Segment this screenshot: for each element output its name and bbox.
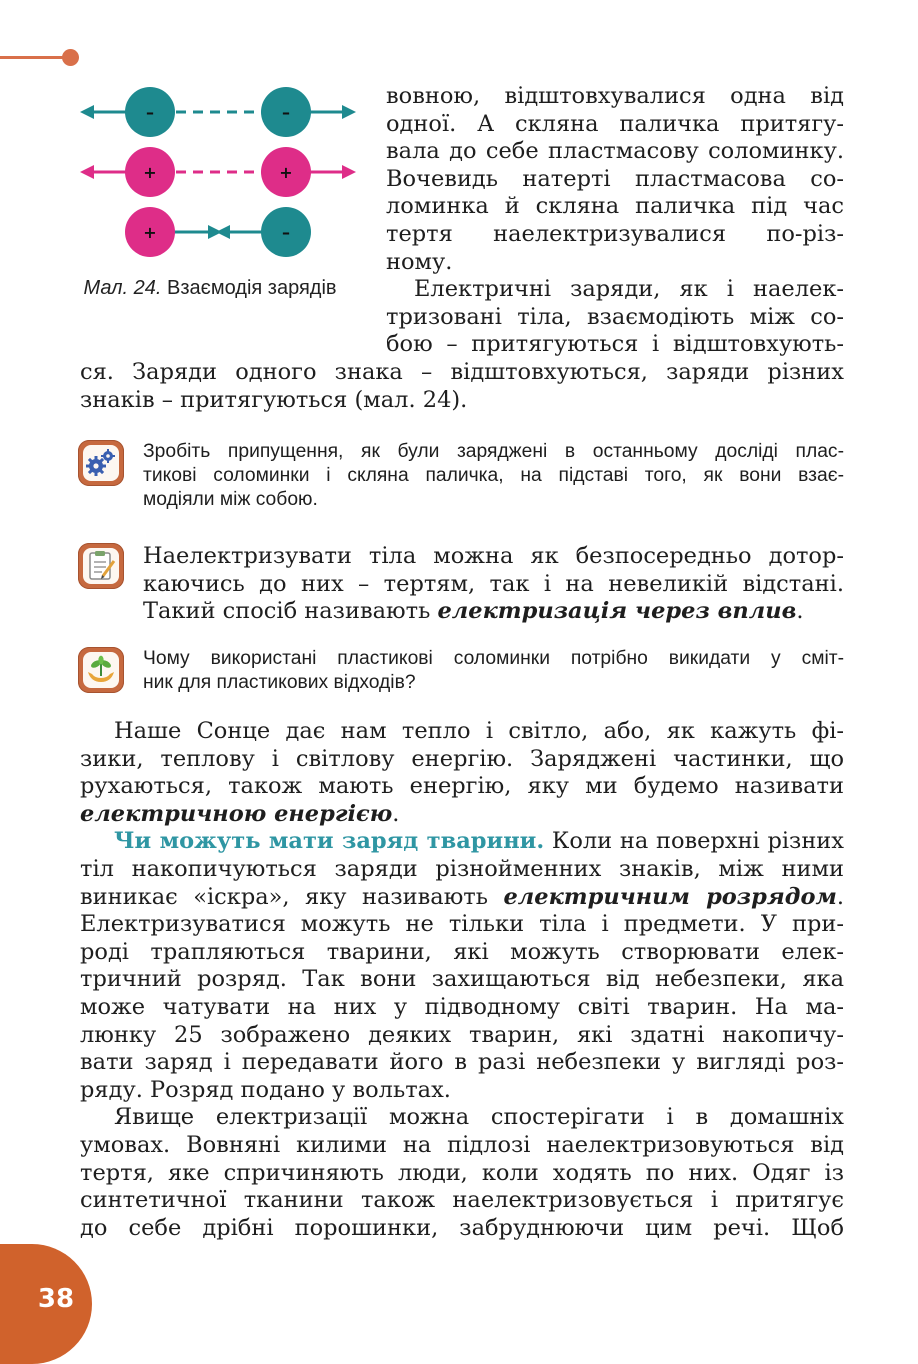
text-line: тричний розряд. Так вони захищаються від небезпеки, яка (80, 966, 844, 993)
text-line: зики, теплову і світлову енергію. Заряджені частинки, що (80, 745, 844, 772)
text-line: бою – притягуються і відштовхують- (386, 331, 844, 358)
text-line: рухаються, також мають енергію, яку ми будемо називати (80, 773, 844, 800)
text-line: вати заряд і передавати його в разі небезпеки у вигляді роз- (80, 1049, 844, 1076)
text-line: тертя, яке спричиняють люди, коли ходять по них. Одяг із (80, 1159, 844, 1186)
arrow-right-icon (342, 165, 356, 179)
period: . (796, 598, 804, 625)
section-heading-animals: Чи можуть мати заряд тварини. (114, 828, 545, 855)
term-electric-energy: електричною енергією (80, 800, 393, 827)
text-line: Вочевидь натерті пластмасова со- (386, 165, 844, 192)
text-line: Електризуватися можуть не тільки тіла і предмети. У при- (80, 911, 844, 938)
text-line (114, 828, 844, 856)
page-number: 38 (37, 1284, 75, 1314)
task-line: тикові соломинки і скляна паличка, на підставі того, як вони взає- (143, 465, 844, 486)
row-attract (125, 207, 311, 257)
text-line: може чатувати на них у підводному світі тварин. На ма- (80, 994, 844, 1020)
arrow-left-icon (216, 225, 230, 239)
remember-plain: Такий спосіб називають (143, 598, 438, 625)
text-line: знаків – притягуються (мал. 24). (80, 386, 468, 413)
header-rule-dot (62, 49, 79, 66)
text-line: умовах. Вовняні килими на підлозі наелектризовуються від (80, 1132, 844, 1158)
period: . (392, 800, 400, 827)
text-line: тіл накопичуються заряди різнойменних знаків, між ними (80, 856, 844, 882)
charge-sign: + (143, 163, 157, 182)
figure-24 (76, 84, 368, 320)
remember-line: каючись до них – тертям, так і на невеликій відстані. (143, 570, 844, 597)
text-line (80, 801, 844, 829)
gears-icon (78, 440, 124, 486)
text-line: ся. Заряди одного знака – відштовхуються, заряди різних (80, 359, 844, 385)
text-line: люнку 25 зображено деяких тварин, які здатні накопичу- (80, 1021, 844, 1048)
figure-caption (76, 276, 344, 301)
charge-sign: – (282, 103, 290, 122)
text-run: Коли на поверхні різних (544, 828, 844, 855)
text-line: одної. А скляна паличка притягу- (386, 110, 844, 137)
text-line: Явище електризації можна спостерігати і в домашніх (114, 1104, 844, 1131)
plant-hands-icon (78, 647, 124, 693)
charge-sign: – (282, 223, 290, 242)
charges-diagram (76, 84, 368, 274)
text-line: ряду. Розряд подано у вольтах. (80, 1076, 451, 1103)
text-line: тризовані тіла, взаємодіють між со- (386, 303, 844, 330)
row-repel-positive (80, 147, 356, 197)
figure-caption-label: Мал. 24. (83, 277, 162, 299)
text-line: синтетичної тканини також наелектризовується і притягує (80, 1187, 844, 1214)
remember-line: Наелектризувати тіла можна як безпосередньо дотор- (143, 543, 844, 569)
text-line: Електричні заряди, як і наелек- (414, 276, 844, 303)
text-line: роді трапляються тварини, які можуть створювати елек- (80, 938, 844, 965)
arrow-right-icon (342, 105, 356, 119)
arrow-left-icon (80, 165, 94, 179)
text-line: ному. (386, 248, 453, 275)
text-line: вовною, відштовхувалися одна від (386, 83, 844, 109)
term-electrization-by-influence: електризація через вплив (437, 598, 797, 625)
arrow-left-icon (80, 105, 94, 119)
task-line: Зробіть припущення, як були заряджені в останньому досліді плас- (143, 441, 844, 462)
text-line: тертя наелектризувалися по-різ- (386, 221, 844, 247)
text-line: до себе дрібні порошинки, забруднюючи цим речі. Щоб (80, 1214, 844, 1241)
row-repel-negative (80, 87, 356, 137)
task-line: модіяли між собою. (143, 489, 318, 510)
period: . (836, 883, 845, 910)
figure-caption-text: Взаємодія зарядів (167, 277, 337, 299)
text-line (80, 884, 844, 912)
charge-sign: + (279, 163, 293, 182)
charge-sign: + (143, 223, 157, 242)
remember-line-last (143, 598, 844, 626)
charge-sign: – (146, 103, 154, 122)
text-line: Наше Сонце дає нам тепло і світло, або, як кажуть фі- (114, 718, 844, 744)
header-rule (0, 56, 70, 59)
eco-line: ник для пластикових відходів? (143, 672, 416, 693)
notepad-icon (78, 543, 124, 589)
text-line: ломинка й скляна паличка під час (386, 193, 844, 220)
text-line: вала до себе пластмасову соломинку. (386, 138, 844, 165)
text-run: виникає «іскра», яку називають (80, 883, 504, 910)
eco-line: Чому використані пластикові соломинки потрібно викидати у сміт- (143, 648, 844, 669)
term-electric-discharge: електричним розрядом (503, 883, 837, 910)
